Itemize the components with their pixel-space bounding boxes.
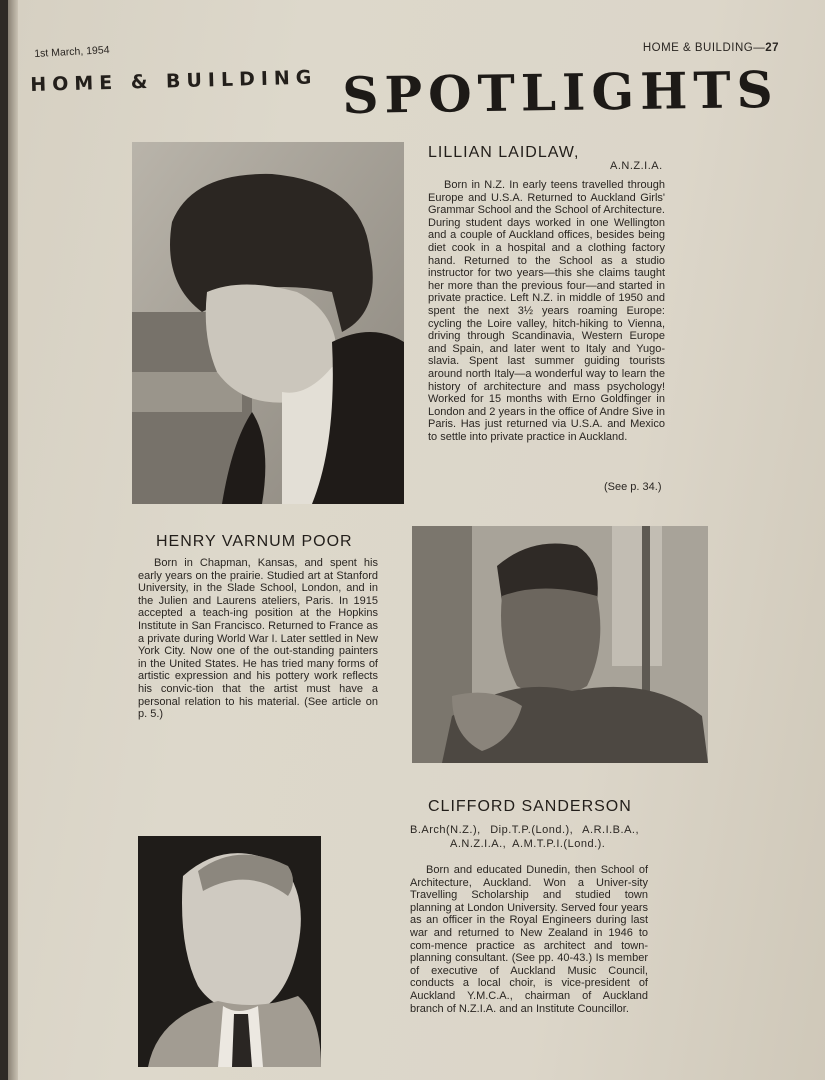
sanderson-credentials-line1: B.Arch(N.Z.), Dip.T.P.(Lond.), A.R.I.B.A.,	[410, 824, 640, 836]
running-header	[643, 42, 779, 54]
issue-date: 1st March, 1954	[34, 44, 110, 60]
page-number: 27	[765, 42, 779, 54]
laidlaw-credentials: A.N.Z.I.A.	[610, 160, 663, 172]
laidlaw-photo	[132, 142, 404, 504]
section-title: HOME & BUILDING	[30, 66, 318, 96]
sanderson-photo	[138, 836, 321, 1067]
running-header-label: HOME & BUILDING—	[642, 42, 766, 54]
sanderson-credentials-line2: A.N.Z.I.A., A.M.T.P.I.(Lond.).	[450, 838, 606, 850]
sanderson-name: CLIFFORD SANDERSON	[428, 798, 632, 815]
sanderson-bio: Born and educated Dunedin, then School of Architecture, Auckland. Won a Univer-sity Travelling Scholarship and studied town planning at London University. Served four years as an officer in the Royal Engineers during last war and returned to New Zealand in 1946 to com-mence practice as architect and town-planning consultant. (See pp. 40-43.) Is member of executive of Auckland Music Council, conducts a local choir, is vice-president of Auckland Y.M.C.A., chairman of Auckland branch of N.Z.I.A. and an Institute Councillor.	[410, 864, 648, 1015]
laidlaw-bio: Born in N.Z. In early teens travelled through Europe and U.S.A. Returned to Auckland Girls' Grammar School and the School of Architecture. During student days worked in one Wellington and a couple of Auckland offices, besides being diet cook in a hospital and a clothing factory hand. Returned to the School as a studio instructor for two years—this she claims taught her more than the previous four—and started in private practice. Left N.Z. in middle of 1950 and spent the next 3½ years roaming Europe: cycling the Loire valley, hitch-hiking to Vienna, driving through Scandinavia, Western Europe and Spain, and later went to Italy and Yugo-slavia. Spent last summer guiding tourists around north Italy—a wonderful way to learn the history of architecture and mass psychology! Worked for 15 months with Erno Goldfinger in London and 2 years in the office of Andre Sive in Paris. Has just returned via U.S.A. and Mexico to settle into private practice in Auckland.	[428, 179, 665, 443]
laidlaw-name: LILLIAN LAIDLAW,	[428, 144, 580, 161]
laidlaw-see-ref: (See p. 34.)	[604, 481, 662, 493]
binding-gutter	[8, 0, 18, 1080]
poor-bio: Born in Chapman, Kansas, and spent his early years on the prairie. Studied art at Stanford University, in the Slade School, London, and in the Julien and Laurens ateliers, Paris. In 1915 accepted a teach-ing position at the Hopkins Institute in San Francisco. Returned to France as a private during World War I. Later settled in New York City. Now one of the out-standing painters in the United States. He has tried many forms of artistic expression and his pottery work reflects his convic-tion that the artist must have a personal relation to his material. (See article on p. 5.)	[138, 557, 378, 721]
poor-photo	[412, 526, 708, 763]
poor-name: HENRY VARNUM POOR	[156, 533, 353, 550]
magazine-page	[8, 0, 825, 1080]
main-title: SPOTLIGHTS	[342, 59, 780, 125]
